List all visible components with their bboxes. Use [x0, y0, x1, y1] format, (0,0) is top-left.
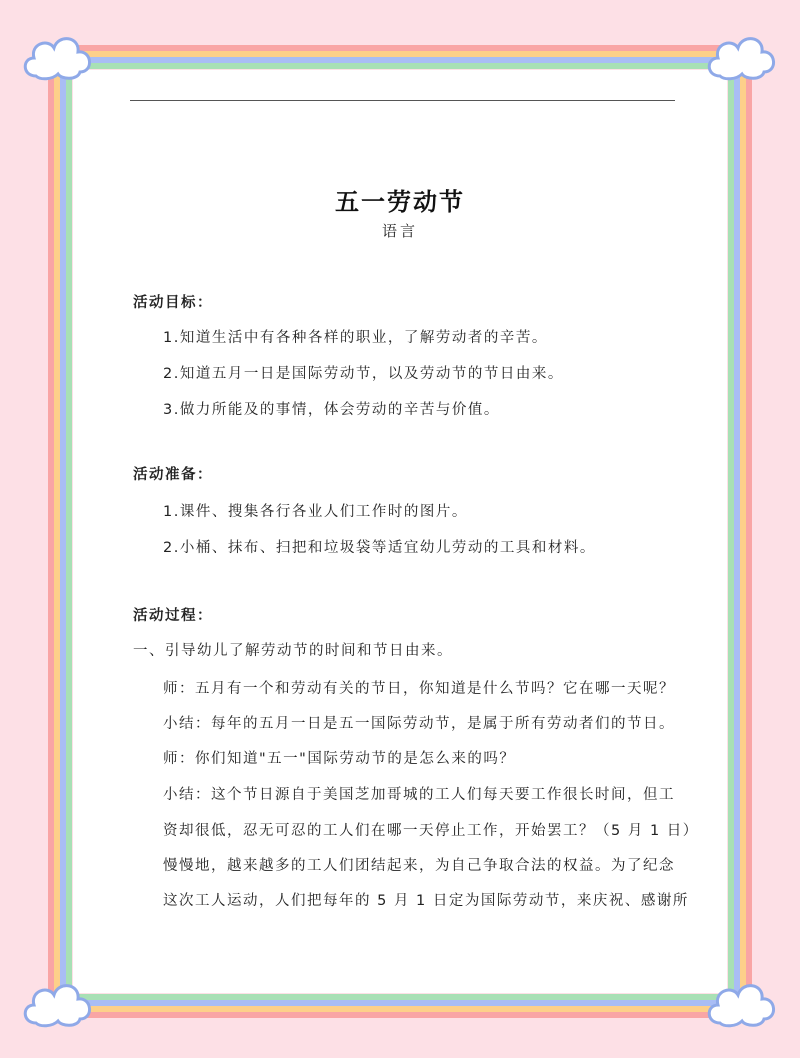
process-line: 慢慢地，越来越多的工人们团结起来，为自己争取合法的权益。为了纪念 [163, 858, 675, 874]
goal-item: 1.知道生活中有各种各样的职业，了解劳动者的辛苦。 [163, 330, 548, 346]
cloud-icon [702, 28, 782, 84]
goal-item: 2.知道五月一日是国际劳动节，以及劳动节的节日由来。 [163, 366, 564, 382]
prep-heading: 活动准备： [133, 467, 213, 483]
goals-heading: 活动目标： [133, 295, 213, 311]
process-line: 师：你们知道"五一"国际劳动节的是怎么来的吗？ [163, 751, 516, 767]
prep-item: 1.课件、搜集各行各业人们工作时的图片。 [163, 504, 468, 520]
cloud-icon [702, 975, 782, 1031]
header-rule [130, 100, 675, 101]
page-title: 五一劳动节 [335, 188, 465, 216]
prep-item: 2.小桶、抹布、扫把和垃圾袋等适宜幼儿劳动的工具和材料。 [163, 540, 596, 556]
process-line: 小结：这个节日源自于美国芝加哥城的工人们每天要工作很长时间，但工 [163, 787, 675, 803]
page-subtitle: 语言 [381, 222, 418, 240]
process-heading: 活动过程： [133, 608, 213, 624]
goal-item: 3.做力所能及的事情，体会劳动的辛苦与价值。 [163, 402, 500, 418]
process-line: 资却很低，忍无可忍的工人们在哪一天停止工作，开始罢工？（5 月 1 日） [163, 823, 699, 839]
cloud-icon [18, 975, 98, 1031]
cloud-icon [18, 28, 98, 84]
process-line: 这次工人运动，人们把每年的 5 月 1 日定为国际劳动节，来庆祝、感谢所 [163, 893, 689, 909]
process-line: 小结：每年的五月一日是五一国际劳动节，是属于所有劳动者们的节日。 [163, 716, 675, 732]
process-line: 师：五月有一个和劳动有关的节日，你知道是什么节吗？它在哪一天呢？ [163, 681, 675, 697]
process-step: 一、引导幼儿了解劳动节的时间和节日由来。 [133, 643, 453, 659]
